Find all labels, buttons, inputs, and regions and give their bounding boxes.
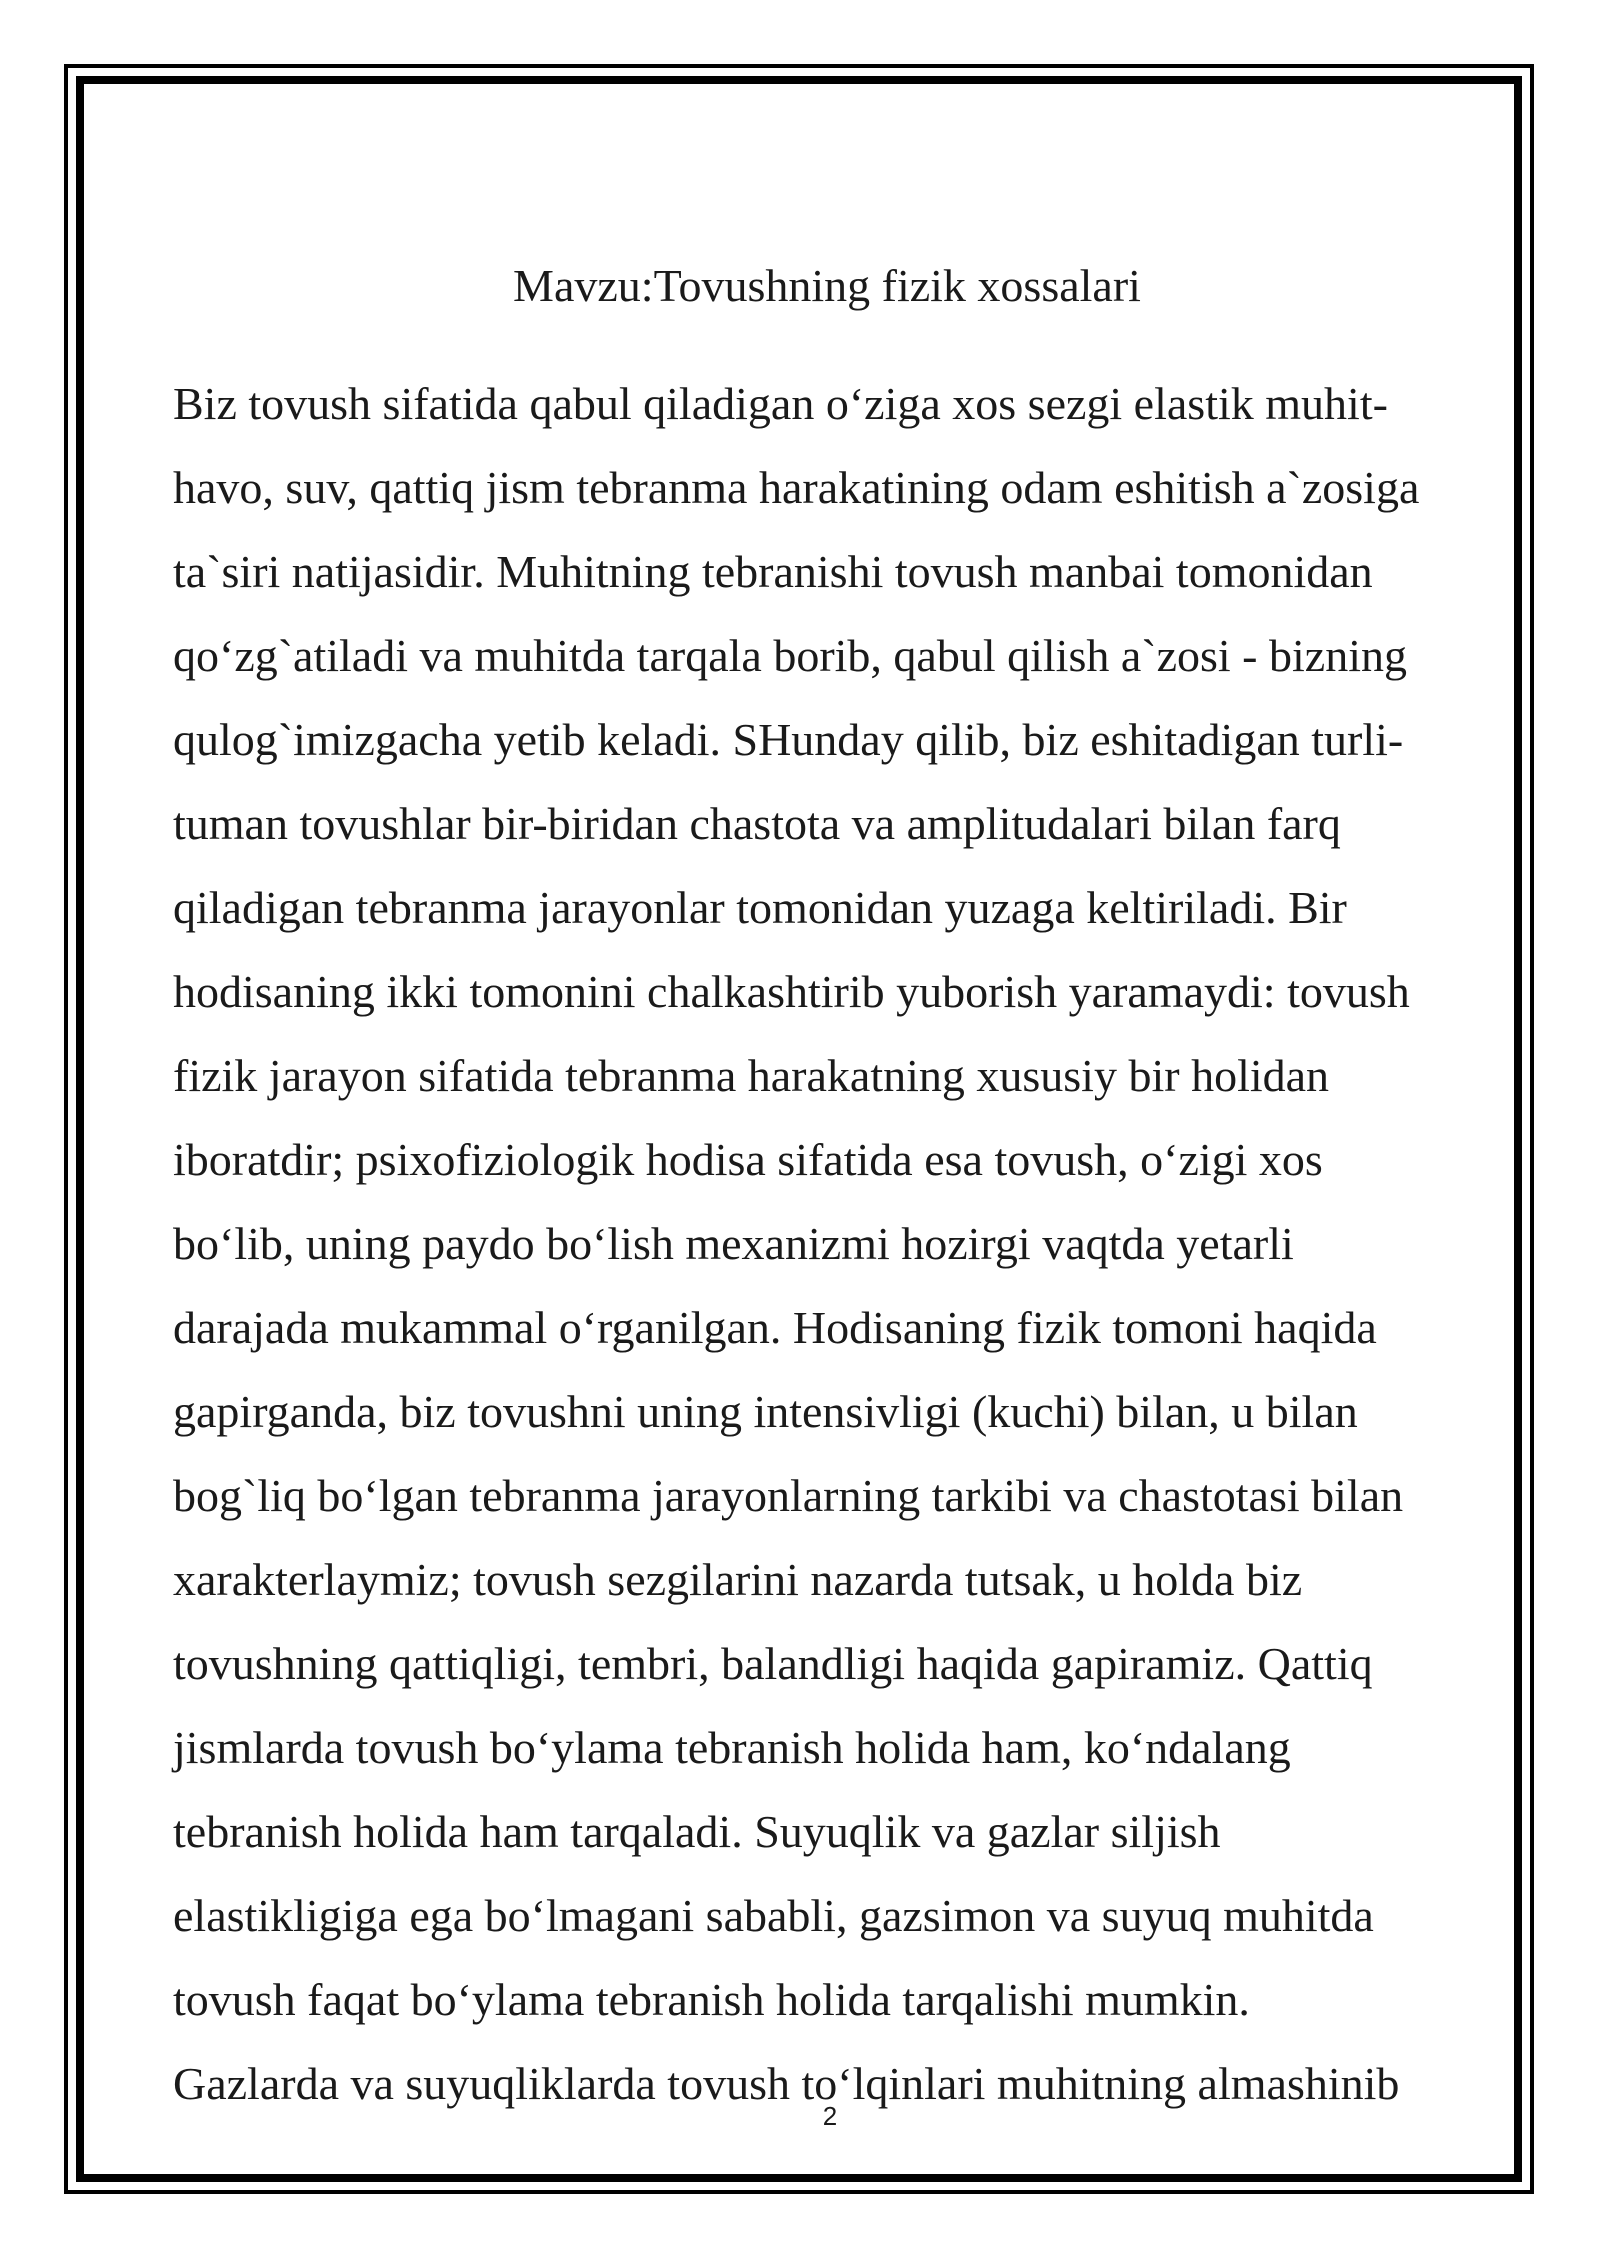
body-paragraph — [173, 362, 1503, 2126]
text-line: tovush faqat bo‘ylama tebranish holida tarqalishi mumkin. — [173, 1974, 1250, 2025]
text-line: qulog`imizgacha yetib keladi. SHunday qilib, biz eshitadigan turli- — [173, 714, 1404, 765]
text-line: tovushning qattiqligi, tembri, balandligi haqida gapiramiz. Qattiq — [173, 1638, 1373, 1689]
text-line: qiladigan tebranma jarayonlar tomonidan yuzaga keltiriladi. Bir — [173, 882, 1347, 933]
text-line: havo, suv, qattiq jism tebranma harakatining odam eshitish a`zosiga — [173, 462, 1420, 513]
text-line: jismlarda tovush bo‘ylama tebranish holida ham, ko‘ndalang — [173, 1722, 1291, 1773]
text-line: bo‘lib, uning paydo bo‘lish mexanizmi hozirgi vaqtda yetarli — [173, 1218, 1294, 1269]
text-line: hodisaning ikki tomonini chalkashtirib yuborish yaramaydi: tovush — [173, 966, 1410, 1017]
text-line: qo‘zg`atiladi va muhitda tarqala borib, qabul qilish a`zosi - bizning — [173, 630, 1407, 681]
text-line: darajada mukammal o‘rganilgan. Hodisaning fizik tomoni haqida — [173, 1302, 1377, 1353]
text-line: bog`liq bo‘lgan tebranma jarayonlarning tarkibi va chastotasi bilan — [173, 1470, 1404, 1521]
text-line: fizik jarayon sifatida tebranma harakatning xususiy bir holidan — [173, 1050, 1330, 1101]
text-line: xarakterlaymiz; tovush sezgilarini nazarda tutsak, u holda biz — [173, 1554, 1303, 1605]
text-line: Biz tovush sifatida qabul qiladigan o‘ziga xos sezgi elastik muhit- — [173, 378, 1388, 429]
text-line: elastikligiga ega bo‘lmagani sababli, gazsimon va suyuq muhitda — [173, 1890, 1374, 1941]
text-line: Gazlarda va suyuqliklarda tovush to‘lqinlari muhitning almashinib — [173, 2058, 1400, 2109]
text-line: iboratdir; psixofiziologik hodisa sifatida esa tovush, o‘zigi xos — [173, 1134, 1323, 1185]
text-line: gapirganda, biz tovushni uning intensivligi (kuchi) bilan, u bilan — [173, 1386, 1358, 1437]
text-line: tuman tovushlar bir-biridan chastota va amplitudalari bilan farq — [173, 798, 1341, 849]
page-title: Mavzu:Tovushning fizik xossalari — [513, 260, 1141, 311]
text-line: ta`siri natijasidir. Muhitning tebranishi tovush manbai tomonidan — [173, 546, 1373, 597]
page-number: 2 — [822, 2101, 838, 2131]
text-line: tebranish holida ham tarqaladi. Suyuqlik va gazlar siljish — [173, 1806, 1221, 1857]
